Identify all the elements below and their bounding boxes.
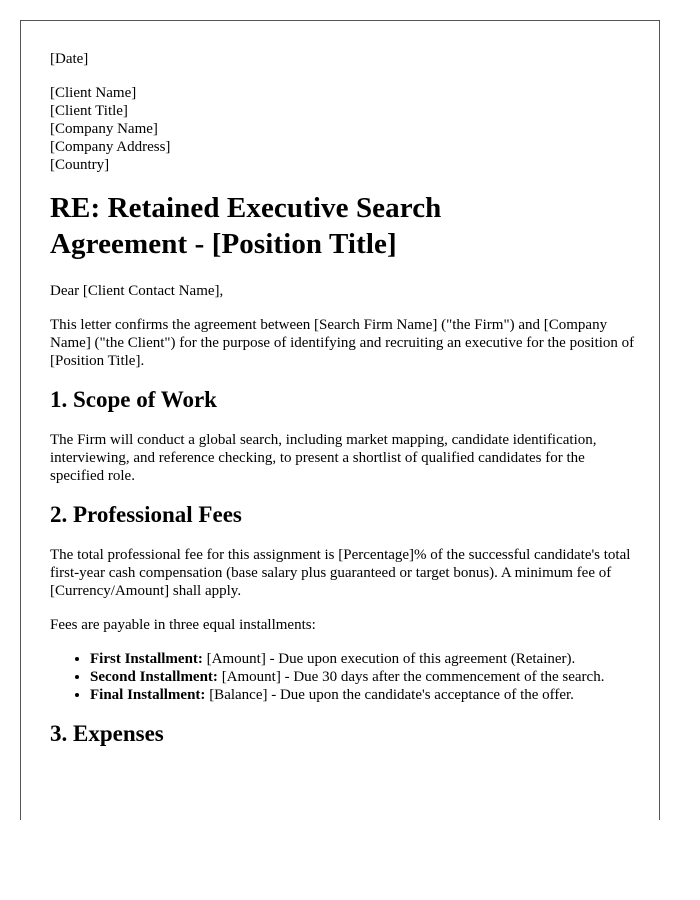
salutation: Dear [Client Contact Name], xyxy=(50,283,224,299)
company-address: [Company Address] xyxy=(50,139,171,155)
intro-paragraph: This letter confirms the agreement between [Search Firm Name] ("the Firm") and [Company Name] ("the Client") for the purpose of identifying and recruiting an executive for the position of [Position Title]. xyxy=(50,317,635,369)
letter-title xyxy=(50,190,640,262)
installment-text: [Amount] - Due 30 days after the commencement of the search. xyxy=(217,669,605,685)
scope-paragraph: The Firm will conduct a global search, including market mapping, candidate identification, interviewing, and reference checking, to present a shortlist of qualified candidates for the specified role. xyxy=(50,432,597,484)
company-name: [Company Name] xyxy=(50,121,158,137)
installment-label: Second Installment: xyxy=(90,669,218,685)
country: [Country] xyxy=(50,157,110,173)
installments-list xyxy=(50,650,640,704)
letter-content xyxy=(50,50,640,765)
letter-title-line1: RE: Retained Executive Search xyxy=(50,192,442,224)
date-block xyxy=(50,50,640,68)
section-heading-fees: 2. Professional Fees xyxy=(50,502,242,527)
client-title: [Client Title] xyxy=(50,103,128,119)
client-name: [Client Name] xyxy=(50,85,137,101)
letter-title-line2: Agreement - [Position Title] xyxy=(50,228,397,260)
fees-paragraph: The total professional fee for this assignment is [Percentage]% of the successful candidate's total first-year cash compensation (base salary plus guaranteed or target bonus). A minimum fee of [Currency/Amount] shall apply. xyxy=(50,547,631,599)
letter-page xyxy=(20,20,660,820)
recipient-address-block xyxy=(50,84,640,174)
installment-text: [Balance] - Due upon the candidate's acceptance of the offer. xyxy=(205,687,574,703)
section-heading-expenses: 3. Expenses xyxy=(50,721,164,746)
date-placeholder: [Date] xyxy=(50,51,89,67)
list-item xyxy=(90,668,640,686)
installments-intro: Fees are payable in three equal installments: xyxy=(50,617,316,633)
installment-label: Final Installment: xyxy=(90,687,206,703)
list-item xyxy=(90,650,640,668)
section-heading-scope: 1. Scope of Work xyxy=(50,387,217,412)
installment-text: [Amount] - Due upon execution of this agreement (Retainer). xyxy=(202,651,576,667)
list-item xyxy=(90,686,640,704)
installment-label: First Installment: xyxy=(90,651,203,667)
